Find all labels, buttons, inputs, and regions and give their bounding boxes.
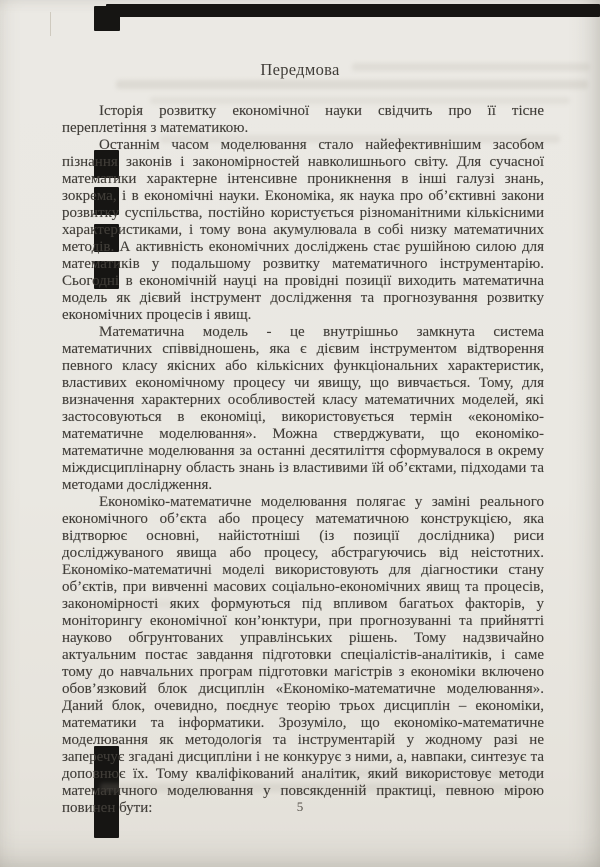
paragraph: Останнім часом моделювання стало найефективнішим засобом пізнання законів і закономірностей навколишнього світу. Для сучасної математики характерне інтенсивне проникнення в інші галузі знань, зокрема, і в економічні науки. Економіка, як наука про об’єктивні закони розвитку суспільства, постійно користується різноманітними кількісними характеристиками, і тому вона акумулювала в собі низку математичних методів. А активність економічних досліджень стає рушійною силою для математиків у подальшому розвитку математичного інструментарію. Сьогодні в економічній науці на провідні позиції виходить математична модель як дієвий інструмент дослідження та прогнозування розвитку економічних процесів і явищ. — [62, 137, 544, 323]
scan-artifact-top-square — [94, 6, 120, 31]
paper-crease — [50, 12, 51, 36]
page-number: 5 — [296, 799, 304, 814]
paragraph: Економіко-математичне моделювання полягає у заміні реального економічного об’єкта або процесу математичною конструкцією, яка відтворює основні, найістотніші (із позиції дослідника) риси досліджуваного явища або процесу, абстрагуючись від неістотних. Економіко-математичні моделі використовують для діагностики стану об’єктів, при вивченні масових соціально-економічних явищ та процесів, закономірності яких формуються під впливом багатьох факторів, у моніторингу економічної кон’юнктури, при прогнозуванні та прийнятті науково обгрунтованих управлінських рішень. Тому надзвичайно актуальним постає завдання підготовки спеціалістів-аналітиків, і саме тому до навчальних програм підготовки магістрів з економіки включено обов’язковий блок дисциплін «Економіко-математичне моделювання». Даний блок, очевидно, поєднує теорію трьох дисциплін – економіки, математики та інформатики. Зрозуміло, що економіко-математичне моделювання як методологія та інструментарій у жодному разі не заперечує згадані дисципліни і не конкурує з ними, а, навпаки, синтезує та доповнює їх. Тому кваліфікований аналітик, який використовує методи математичного моделювання у повсякденній практиці, певною мірою повинен бути: — [62, 494, 544, 816]
paragraph: Історія розвитку економічної науки свідчить про її тісне переплетіння з математикою. — [62, 103, 544, 136]
paragraph: Математична модель - це внутрішньо замкнута система математичних співвідношень, яка є дієвим інструментом відтворення певного класу якісних або кількісних функціональних характеристик, властивих економічному процесу чи явищу, що вивчається. Тому, для визначення характерних особливостей класу математичних моделей, які застосовуються в економіці, використовується термін «економіко-математичне моделювання». Можна стверджувати, що економіко-математичне моделювання за останні десятиліття сформувалося в окрему міждисциплінарну область знань із властивими їй об’єктами, підходами та методами дослідження. — [62, 324, 544, 493]
scan-artifact-top-bar — [106, 4, 600, 17]
page-body — [62, 103, 544, 817]
page-title: Передмова — [260, 60, 340, 79]
ink-bleed-line — [116, 80, 588, 89]
